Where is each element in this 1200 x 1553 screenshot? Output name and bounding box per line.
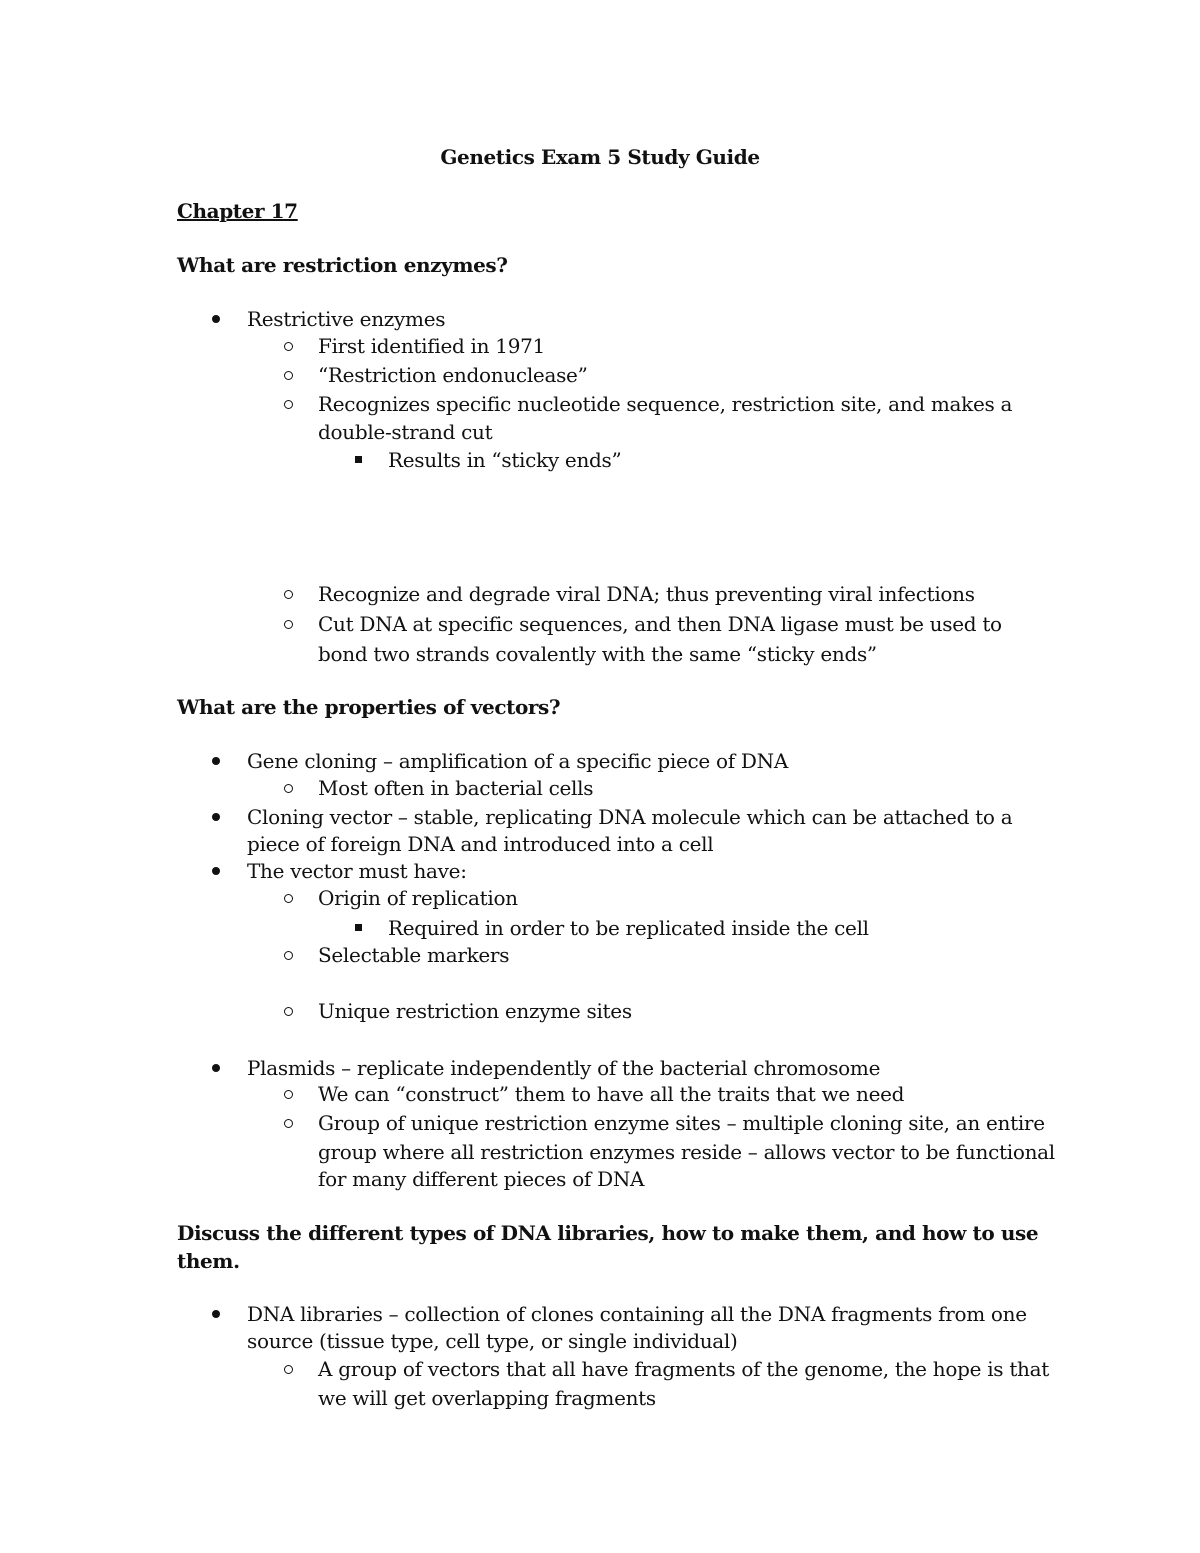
list-item-continuation: group where all restriction enzymes reside – allows vector to be functional [318,1140,1055,1164]
list-item-continuation: source (tissue type, cell type, or single individual) [247,1329,738,1353]
chapter-heading: Chapter 17 [177,199,298,223]
bullet-disc-icon [212,867,220,875]
list-item: Origin of replication [318,886,518,910]
list-item: Group of unique restriction enzyme sites – multiple cloning site, an entire [318,1111,1045,1135]
bullet-disc-icon [212,315,220,323]
bullet-disc-icon [212,1310,220,1318]
list-item-continuation: double-strand cut [318,420,493,444]
list-item: Most often in bacterial cells [318,776,594,800]
bullet-circle-icon [284,784,293,793]
page-title: Genetics Exam 5 Study Guide [440,145,760,169]
list-item: First identified in 1971 [318,334,545,358]
bullet-circle-icon [284,1090,293,1099]
question-heading-vectors: What are the properties of vectors? [177,695,561,719]
list-item: Unique restriction enzyme sites [318,999,632,1023]
list-item: “Restriction endonuclease” [318,363,588,387]
list-item: Selectable markers [318,943,510,967]
list-item: Required in order to be replicated inside the cell [388,916,869,940]
bullet-circle-icon [284,342,293,351]
bullet-circle-icon [284,371,293,380]
question-heading-restriction-enzymes: What are restriction enzymes? [177,253,508,277]
bullet-circle-icon [284,400,293,409]
list-item-continuation: for many different pieces of DNA [318,1167,645,1191]
list-item-continuation: we will get overlapping fragments [318,1386,656,1410]
bullet-square-icon [355,924,362,931]
bullet-disc-icon [212,1064,220,1072]
bullet-square-icon [355,456,362,463]
list-item: Cut DNA at specific sequences, and then DNA ligase must be used to [318,612,1002,636]
list-item: Plasmids – replicate independently of the bacterial chromosome [247,1056,881,1080]
list-item-continuation: piece of foreign DNA and introduced into a cell [247,832,714,856]
list-item: The vector must have: [247,859,467,883]
list-item: Cloning vector – stable, replicating DNA molecule which can be attached to a [247,805,1013,829]
bullet-circle-icon [284,1365,293,1374]
list-item: A group of vectors that all have fragments of the genome, the hope is that [318,1357,1049,1381]
list-item-continuation: bond two strands covalently with the same “sticky ends” [318,642,877,666]
bullet-disc-icon [212,757,220,765]
bullet-circle-icon [284,1119,293,1128]
question-heading-dna-libraries: Discuss the different types of DNA libraries, how to make them, and how to use [177,1221,1039,1245]
list-item: We can “construct” them to have all the traits that we need [318,1082,905,1106]
list-item: DNA libraries – collection of clones containing all the DNA fragments from one [247,1302,1027,1326]
list-item: Restrictive enzymes [247,307,446,331]
list-item: Gene cloning – amplification of a specific piece of DNA [247,749,788,773]
list-item: Recognizes specific nucleotide sequence, restriction site, and makes a [318,392,1013,416]
bullet-circle-icon [284,1007,293,1016]
bullet-circle-icon [284,951,293,960]
bullet-circle-icon [284,590,293,599]
bullet-circle-icon [284,894,293,903]
list-item: Recognize and degrade viral DNA; thus preventing viral infections [318,582,975,606]
list-item: Results in “sticky ends” [388,448,622,472]
bullet-disc-icon [212,813,220,821]
question-heading-continuation: them. [177,1249,240,1273]
bullet-circle-icon [284,620,293,629]
